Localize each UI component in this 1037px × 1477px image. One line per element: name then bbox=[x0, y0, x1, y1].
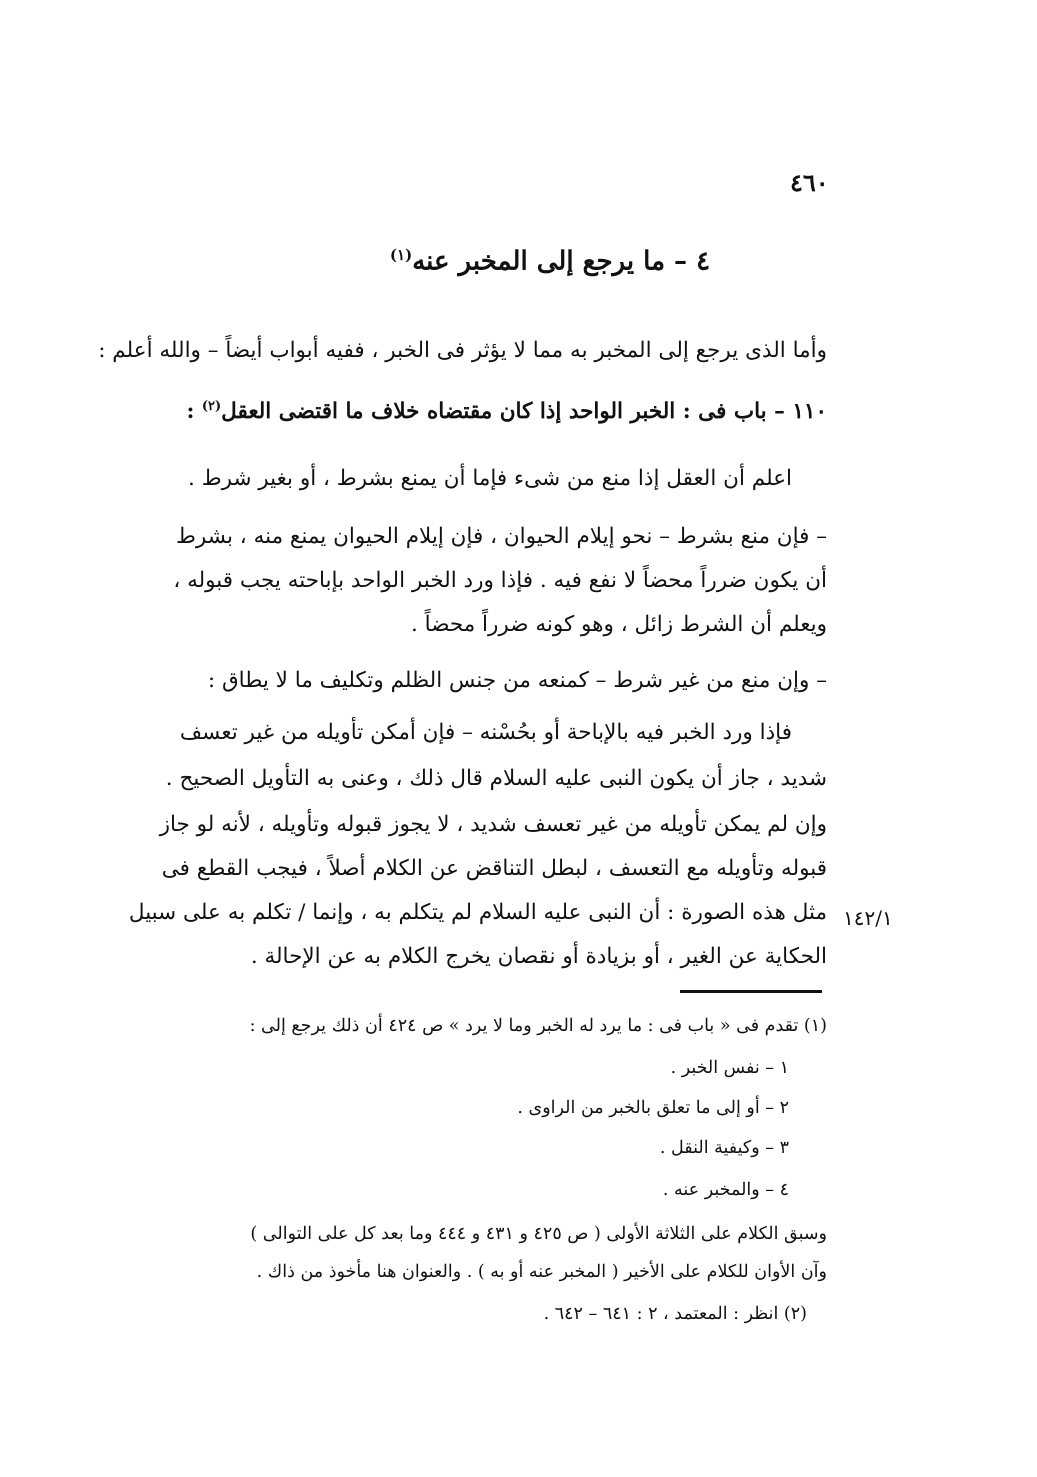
footnote-2: (٢) انظر : المعتمد ، ٢ : ٦٤١ – ٦٤٢ . bbox=[543, 1304, 807, 1324]
footnote-marker-2: (٢) bbox=[201, 399, 222, 414]
footnote-1-continuation-1: وسبق الكلام على الثلاثة الأولى ( ص ٤٢٥ و ٤٣١ و ٤٤٤ وما بعد كل على التوالى ) bbox=[250, 1224, 827, 1244]
body-line-8: وإن لم يمكن تأويله من غير تعسف شديد ، لا يجوز قبوله وتأويله ، لأنه لو جاز bbox=[159, 812, 827, 837]
section-heading bbox=[200, 246, 900, 277]
footnote-1-item-2: ٢ – أو إلى ما تعلق بالخبر من الراوى . bbox=[517, 1098, 789, 1118]
body-line-1: اعلم أن العقل إذا منع من شىء فإما أن يمنع بشرط ، أو بغير شرط . bbox=[188, 466, 792, 491]
page-number: ٤٦٠ bbox=[790, 168, 829, 197]
body-line-6: فإذا ورد الخبر فيه بالإباحة أو بحُسْنه – فإن أمكن تأويله من غير تعسف bbox=[179, 720, 792, 745]
footnote-1-item-4: ٤ – والمخبر عنه . bbox=[662, 1180, 789, 1200]
chapter-title-suffix: : bbox=[186, 399, 202, 425]
heading-text: ٤ – ما يرجع إلى المخبر عنه bbox=[412, 246, 711, 277]
footnote-1-continuation-2: وآن الأوان للكلام على الأخير ( المخبر عنه أو به ) . والعنوان هنا مأخوذ من ذاك . bbox=[256, 1262, 827, 1282]
footnote-1: (١) تقدم فى « باب فى : ما يرد له الخبر وما لا يرد » ص ٤٢٤ أن ذلك يرجع إلى : bbox=[249, 1016, 827, 1036]
footnote-1-item-1: ١ – نفس الخبر . bbox=[670, 1058, 789, 1078]
body-line-7: شديد ، جاز أن يكون النبى عليه السلام قال ذلك ، وعنى به التأويل الصحيح . bbox=[165, 766, 827, 791]
body-line-5: – وإن منع من غير شرط – كمنعه من جنس الظلم وتكليف ما لا يطاق : bbox=[207, 668, 827, 693]
footnote-marker-1: (١) bbox=[389, 246, 413, 264]
body-line-9: قبوله وتأويله مع التعسف ، لبطل التناقض عن الكلام أصلاً ، فيجب القطع فى bbox=[161, 856, 827, 881]
margin-page-reference: ١٤٢/١ bbox=[843, 906, 893, 930]
chapter-title-text: ١١٠ – باب فى : الخبر الواحد إذا كان مقتضاه خلاف ما اقتضى العقل bbox=[221, 399, 827, 425]
body-line-4: ويعلم أن الشرط زائل ، وهو كونه ضرراً محضاً . bbox=[410, 612, 827, 637]
body-line-10: مثل هذه الصورة : أن النبى عليه السلام لم يتكلم به ، وإنما / تكلم به على سبيل bbox=[128, 900, 827, 925]
intro-line: وأما الذى يرجع إلى المخبر به مما لا يؤثر فى الخبر ، ففيه أبواب أيضاً – والله أعلم : bbox=[98, 338, 827, 363]
footnote-separator bbox=[680, 990, 822, 993]
body-line-2: – فإن منع بشرط – نحو إيلام الحيوان ، فإن إيلام الحيوان يمنع منه ، بشرط bbox=[176, 524, 827, 549]
footnote-1-item-3: ٣ – وكيفية النقل . bbox=[659, 1138, 789, 1158]
body-line-11: الحكاية عن الغير ، أو بزيادة أو نقصان يخرج الكلام به عن الإحالة . bbox=[250, 944, 827, 969]
body-line-3: أن يكون ضرراً محضاً لا نفع فيه . فإذا ورد الخبر الواحد بإباحته يجب قبوله ، bbox=[173, 568, 827, 593]
chapter-title bbox=[186, 400, 827, 423]
